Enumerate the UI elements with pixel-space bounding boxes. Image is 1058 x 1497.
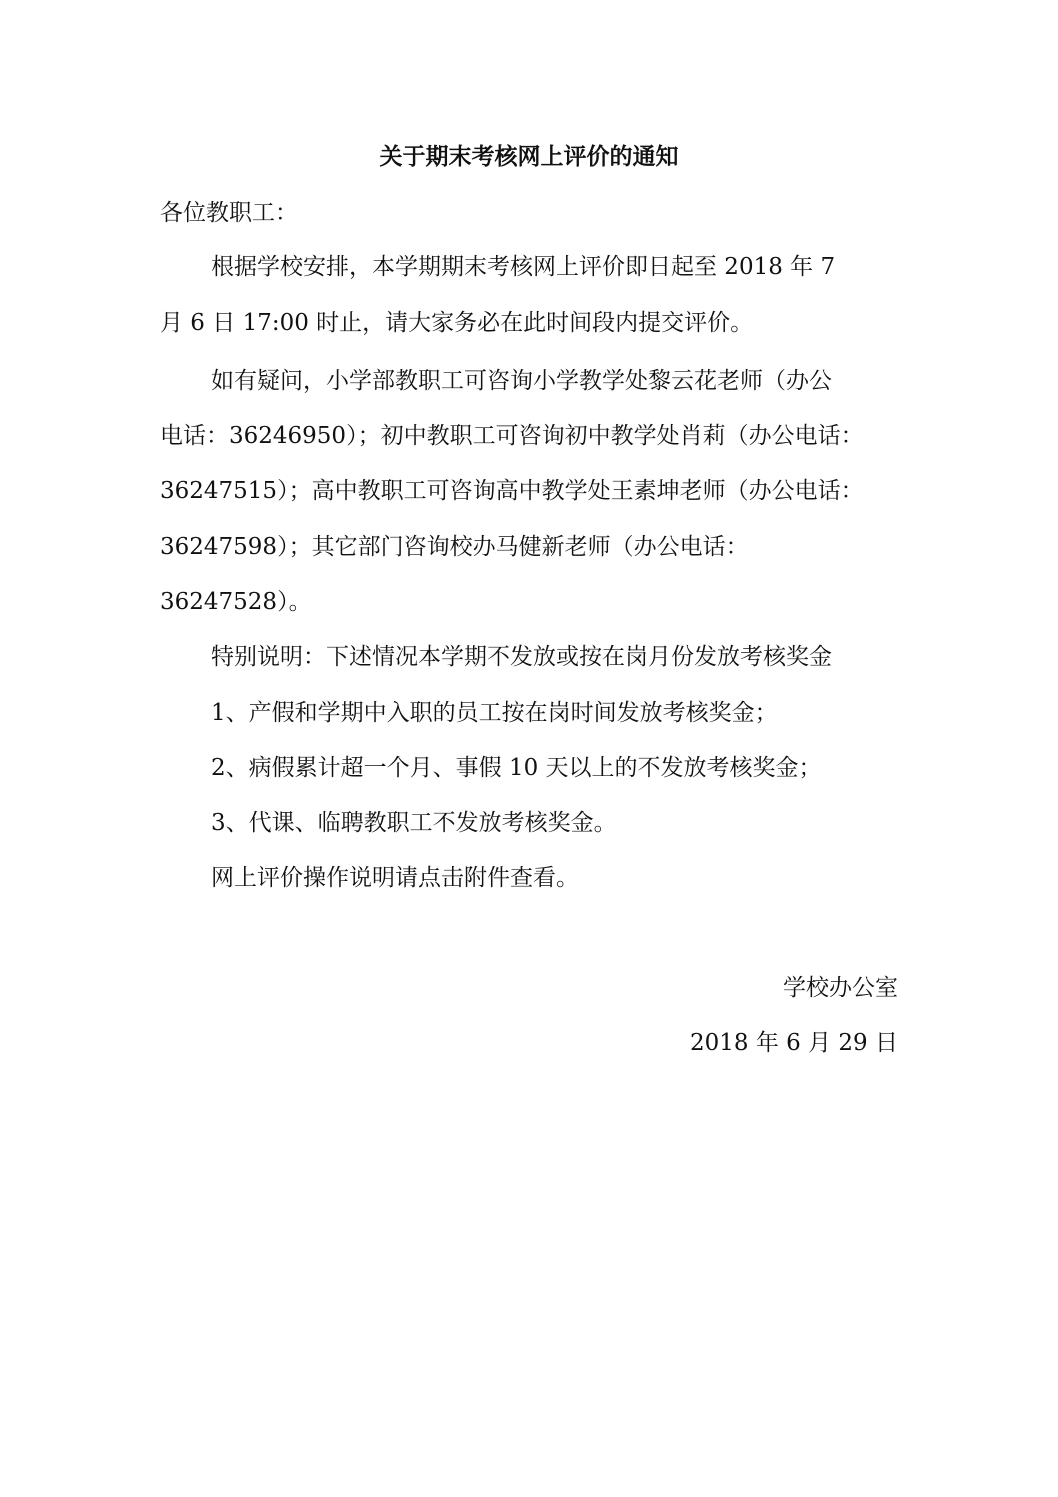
document-title: 关于期末考核网上评价的通知 (379, 143, 679, 170)
special-note: 特别说明：下述情况本学期不发放或按在岗月份发放考核奖金 (211, 644, 832, 670)
salutation: 各位教职工： (160, 200, 298, 226)
paragraph2-line3: 36247515）；高中教职工可咨询高中教学处王素坤老师（办公电话： (160, 478, 864, 504)
signature: 学校办公室 (783, 975, 898, 1001)
paragraph2-line1: 如有疑问，小学部教职工可咨询小学教学处黎云花老师（办公 (211, 368, 832, 394)
document-date: 2018 年 6 月 29 日 (690, 1030, 898, 1056)
paragraph1-line2: 月 6 日 17:00 时止，请大家务必在此时间段内提交评价。 (160, 310, 754, 336)
paragraph1-line1: 根据学校安排，本学期期末考核网上评价即日起至 2018 年 7 (211, 254, 836, 280)
list-item: 3、代课、临聘教职工不发放考核奖金。 (211, 810, 617, 836)
list-item: 2、病假累计超一个月、事假 10 天以上的不发放考核奖金； (211, 755, 822, 781)
paragraph2-line4: 36247598）；其它部门咨询校办马健新老师（办公电话： (160, 534, 749, 560)
list-item: 1、产假和学期中入职的员工按在岗时间发放考核奖金； (211, 700, 778, 726)
attachment-note: 网上评价操作说明请点击附件查看。 (211, 865, 579, 891)
paragraph2-line5: 36247528）。 (160, 589, 312, 615)
paragraph2-line2: 电话：36246950）；初中教职工可咨询初中教学处肖莉（办公电话： (160, 423, 864, 449)
